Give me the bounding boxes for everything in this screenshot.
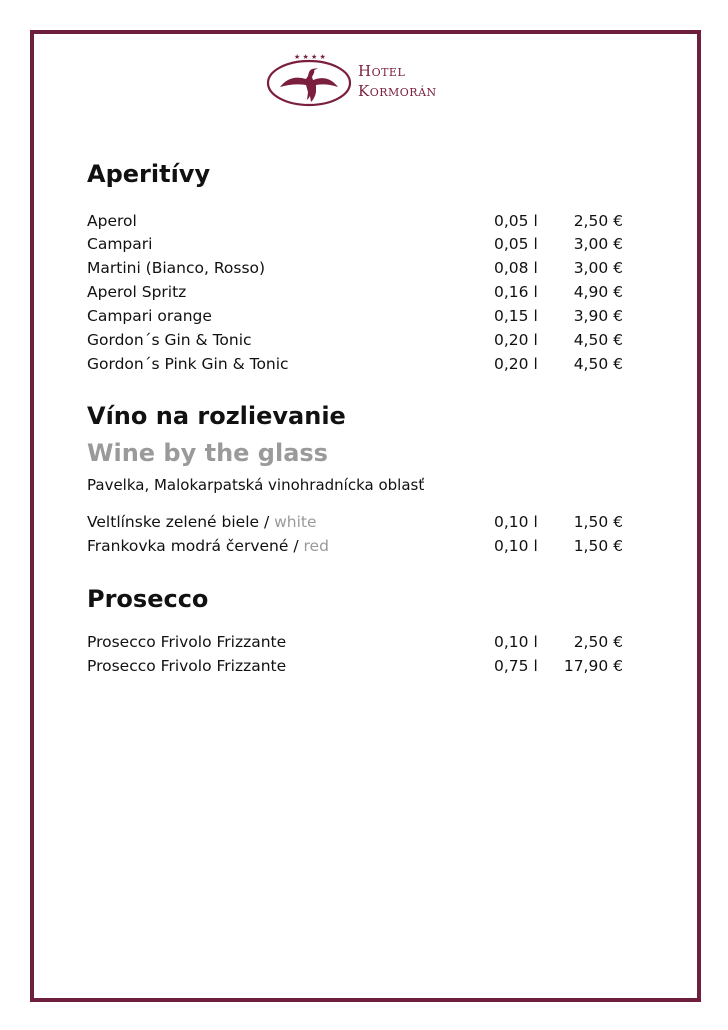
section-subtitle-wine: Wine by the glass xyxy=(87,439,328,467)
item-price: 4,50 € xyxy=(573,331,623,349)
item-name: Prosecco Frivolo Frizzante xyxy=(87,657,287,675)
menu-item xyxy=(87,212,627,234)
item-price: 4,90 € xyxy=(573,283,623,301)
item-name: Aperol Spritz xyxy=(87,283,187,301)
item-name-en: white xyxy=(274,513,317,531)
item-price: 2,50 € xyxy=(573,633,623,651)
item-price: 4,50 € xyxy=(573,355,623,373)
item-volume: 0,05 l xyxy=(494,212,538,230)
item-volume: 0,20 l xyxy=(494,331,538,349)
menu-item xyxy=(87,307,627,329)
hotel-logo xyxy=(266,52,486,110)
section-title-aperitivy: Aperitívy xyxy=(87,160,211,188)
item-volume: 0,10 l xyxy=(494,537,538,555)
item-name: Aperol xyxy=(87,212,137,230)
hotel-name-line1: Hotel xyxy=(358,62,406,80)
item-name: Campari xyxy=(87,235,153,253)
item-name-sk: Veltlínske zelené biele / xyxy=(87,513,275,531)
section-title-prosecco: Prosecco xyxy=(87,585,209,613)
menu-item xyxy=(87,633,627,655)
hotel-name-line2: Kormorán xyxy=(358,82,437,100)
menu-item xyxy=(87,331,627,353)
item-name: Martini (Bianco, Rosso) xyxy=(87,259,266,277)
stars-icon: ★ ★ ★ ★ xyxy=(294,53,326,61)
section-title-wine: Víno na rozlievanie xyxy=(87,402,346,430)
item-name-en: red xyxy=(303,537,329,555)
item-name: Prosecco Frivolo Frizzante xyxy=(87,633,287,651)
menu-item xyxy=(87,537,627,559)
item-volume: 0,10 l xyxy=(494,633,538,651)
wine-region-note: Pavelka, Malokarpatská vinohradnícka oblasť xyxy=(87,476,425,494)
item-price: 3,00 € xyxy=(573,259,623,277)
item-price: 1,50 € xyxy=(573,537,623,555)
item-name-sk: Frankovka modrá červené / xyxy=(87,537,304,555)
item-volume: 0,15 l xyxy=(494,307,538,325)
menu-item xyxy=(87,355,627,377)
item-price: 2,50 € xyxy=(573,212,623,230)
item-volume: 0,20 l xyxy=(494,355,538,373)
menu-item xyxy=(87,235,627,257)
item-name xyxy=(87,513,317,531)
item-volume: 0,10 l xyxy=(494,513,538,531)
item-volume: 0,75 l xyxy=(494,657,538,675)
item-price: 1,50 € xyxy=(573,513,623,531)
item-volume: 0,08 l xyxy=(494,259,538,277)
item-name: Gordon´s Pink Gin & Tonic xyxy=(87,355,289,373)
menu-item xyxy=(87,657,627,679)
item-volume: 0,05 l xyxy=(494,235,538,253)
item-price: 3,00 € xyxy=(573,235,623,253)
item-price: 3,90 € xyxy=(573,307,623,325)
item-volume: 0,16 l xyxy=(494,283,538,301)
cormorant-bird-icon xyxy=(266,52,356,110)
item-price: 17,90 € xyxy=(563,657,623,675)
menu-item xyxy=(87,283,627,305)
item-name: Gordon´s Gin & Tonic xyxy=(87,331,252,349)
hotel-name xyxy=(358,61,437,101)
item-name xyxy=(87,537,329,555)
item-name: Campari orange xyxy=(87,307,212,325)
menu-item xyxy=(87,513,627,535)
menu-item xyxy=(87,259,627,281)
